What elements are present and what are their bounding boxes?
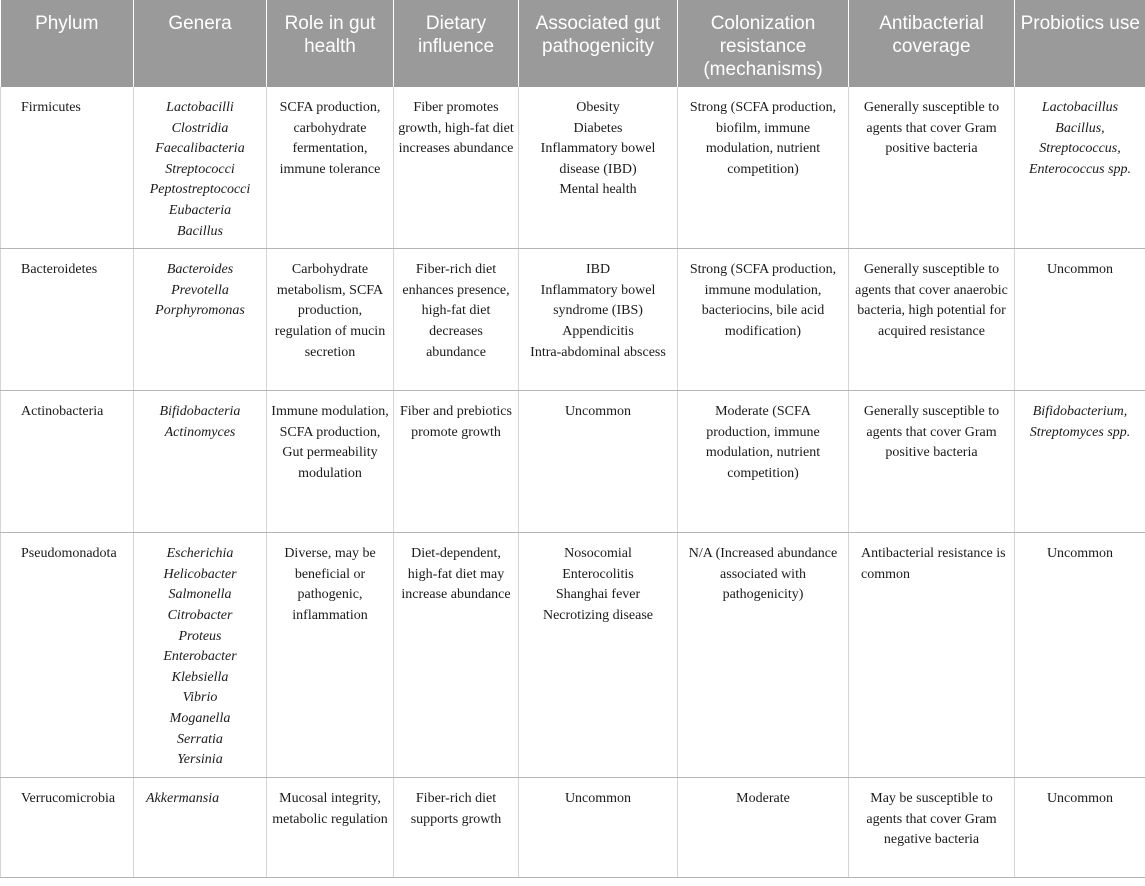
pathogenicity-item: Nosocomial xyxy=(564,546,632,562)
header-probiotics: Probiotics use xyxy=(1015,0,1145,87)
pathogenicity-item: Inflammatory bowel syndrome (IBS) xyxy=(540,282,656,319)
pathogenicity-item: Appendicitis xyxy=(562,323,634,339)
role-cell: SCFA production, carbohydrate fermentation, immune tolerance xyxy=(267,87,394,249)
diet-cell: Diet-dependent, high-fat diet may increase abundance xyxy=(394,533,519,778)
genus-name: Moganella xyxy=(169,710,231,726)
genus-name: Helicobacter xyxy=(163,566,237,582)
coverage-cell: Generally susceptible to agents that cover anaerobic bacteria, high potential for acquired resistance xyxy=(849,249,1015,391)
probiotic-item: Uncommon xyxy=(1046,262,1114,278)
genera-cell xyxy=(134,87,267,249)
role-cell: Immune modulation, SCFA production, Gut permeability modulation xyxy=(267,391,394,533)
pathogenicity-item: Mental health xyxy=(559,182,637,198)
probiotics-cell xyxy=(1015,87,1145,249)
genus-name: Bacillus xyxy=(177,223,223,239)
coverage-cell: Generally susceptible to agents that cover Gram positive bacteria xyxy=(849,87,1015,249)
coverage-cell: Generally susceptible to agents that cover Gram positive bacteria xyxy=(849,391,1015,533)
genus-name: Eubacteria xyxy=(168,202,232,218)
resistance-cell: Strong (SCFA production, biofilm, immune modulation, nutrient competition) xyxy=(678,87,849,249)
header-row xyxy=(1,0,1145,87)
genus-name: Bifidobacteria xyxy=(159,404,241,420)
pathogenicity-cell xyxy=(519,249,678,391)
diet-cell: Fiber and prebiotics promote growth xyxy=(394,391,519,533)
pathogenicity-item: Uncommon xyxy=(564,791,632,807)
probiotic-item: Streptomyces spp. xyxy=(1029,424,1131,440)
probiotic-item: Enterococcus spp. xyxy=(1028,161,1132,177)
phylum-cell: Actinobacteria xyxy=(1,391,134,533)
probiotic-item: Lactobacillus xyxy=(1041,100,1119,115)
pathogenicity-item: Intra-abdominal abscess xyxy=(530,344,666,360)
genus-name: Salmonella xyxy=(168,587,232,603)
genera-cell xyxy=(134,533,267,778)
pathogenicity-item: Diabetes xyxy=(573,120,623,136)
header-diet: Dietary influence xyxy=(394,0,519,87)
role-cell: Carbohydrate metabolism, SCFA production, regulation of mucin secretion xyxy=(267,249,394,391)
genus-name: Porphyromonas xyxy=(155,303,245,319)
role-cell: Diverse, may be beneficial or pathogenic, inflammation xyxy=(267,533,394,778)
probiotic-item: Bifidobacterium, xyxy=(1032,404,1128,420)
header-genera: Genera xyxy=(134,0,267,87)
coverage-cell: May be susceptible to agents that cover Gram negative bacteria xyxy=(849,778,1015,878)
phylum-cell: Pseudomonadota xyxy=(1,533,134,778)
probiotics-cell xyxy=(1015,391,1145,533)
role-cell: Mucosal integrity, metabolic regulation xyxy=(267,778,394,878)
genus-name: Vibrio xyxy=(182,690,218,706)
pathogenicity-cell xyxy=(519,391,678,533)
genus-name: Clostridia xyxy=(171,120,229,136)
pathogenicity-item: Inflammatory bowel disease (IBD) xyxy=(540,141,656,177)
genus-name: Proteus xyxy=(178,628,222,644)
genus-name: Streptococci xyxy=(165,161,235,177)
resistance-cell: Moderate xyxy=(678,778,849,878)
resistance-cell: Moderate (SCFA production, immune modulation, nutrient competition) xyxy=(678,391,849,533)
diet-cell: Fiber-rich diet enhances presence, high-fat diet decreases abundance xyxy=(394,249,519,391)
header-pathogenicity: Associated gut pathogenicity xyxy=(519,0,678,87)
probiotic-item: Streptococcus, xyxy=(1039,141,1121,157)
genus-name: Faecalibacteria xyxy=(155,141,245,157)
pathogenicity-item: Obesity xyxy=(576,100,620,115)
probiotics-cell xyxy=(1015,778,1145,878)
genus-name: Actinomyces xyxy=(164,424,236,440)
diet-cell: Fiber promotes growth, high-fat diet increases abundance xyxy=(394,87,519,249)
probiotics-cell xyxy=(1015,533,1145,778)
pathogenicity-cell xyxy=(519,87,678,249)
probiotic-item: Bacillus, xyxy=(1055,120,1105,136)
table-row xyxy=(1,778,1145,878)
pathogenicity-item: IBD xyxy=(585,262,611,278)
genera-cell xyxy=(134,391,267,533)
pathogenicity-item: Enterocolitis xyxy=(562,566,634,582)
genus-name: Klebsiella xyxy=(171,669,229,685)
phylum-cell: Verrucomicrobia xyxy=(1,778,134,878)
genus-name: Serratia xyxy=(177,731,223,747)
genera-cell xyxy=(134,249,267,391)
probiotics-cell xyxy=(1015,249,1145,391)
coverage-cell: Antibacterial resistance is common xyxy=(849,533,1015,778)
genus-name: Yersinia xyxy=(177,752,223,768)
header-phylum: Phylum xyxy=(1,0,134,87)
header-resistance: Colonization resistance (mechanisms) xyxy=(678,0,849,87)
genus-name: Akkermansia xyxy=(146,791,220,807)
table-row xyxy=(1,533,1145,778)
probiotic-item: Uncommon xyxy=(1046,791,1114,807)
genera-cell xyxy=(134,778,267,878)
genus-name: Prevotella xyxy=(171,282,229,298)
probiotic-item: Uncommon xyxy=(1046,546,1114,562)
resistance-cell: N/A (Increased abundance associated with pathogenicity) xyxy=(678,533,849,778)
pathogenicity-item: Shanghai fever xyxy=(555,587,641,603)
pathogenicity-cell xyxy=(519,778,678,878)
genus-name: Peptostreptococci xyxy=(149,182,251,198)
genus-name: Enterobacter xyxy=(163,649,237,665)
genus-name: Citrobacter xyxy=(167,607,233,623)
pathogenicity-cell xyxy=(519,533,678,778)
genus-name: Lactobacilli xyxy=(166,100,234,115)
header-coverage: Antibacterial coverage xyxy=(849,0,1015,87)
table-row xyxy=(1,87,1145,249)
genus-name: Bacteroides xyxy=(166,262,234,278)
pathogenicity-item: Necrotizing disease xyxy=(542,607,653,623)
header-role: Role in gut health xyxy=(267,0,394,87)
table-row xyxy=(1,249,1145,391)
phylum-cell: Bacteroidetes xyxy=(1,249,134,391)
diet-cell: Fiber-rich diet supports growth xyxy=(394,778,519,878)
genus-name: Escherichia xyxy=(166,546,234,562)
table-row xyxy=(1,391,1145,533)
phylum-cell: Firmicutes xyxy=(1,87,134,249)
resistance-cell: Strong (SCFA production, immune modulation, bacteriocins, bile acid modification) xyxy=(678,249,849,391)
pathogenicity-item: Uncommon xyxy=(564,404,632,420)
